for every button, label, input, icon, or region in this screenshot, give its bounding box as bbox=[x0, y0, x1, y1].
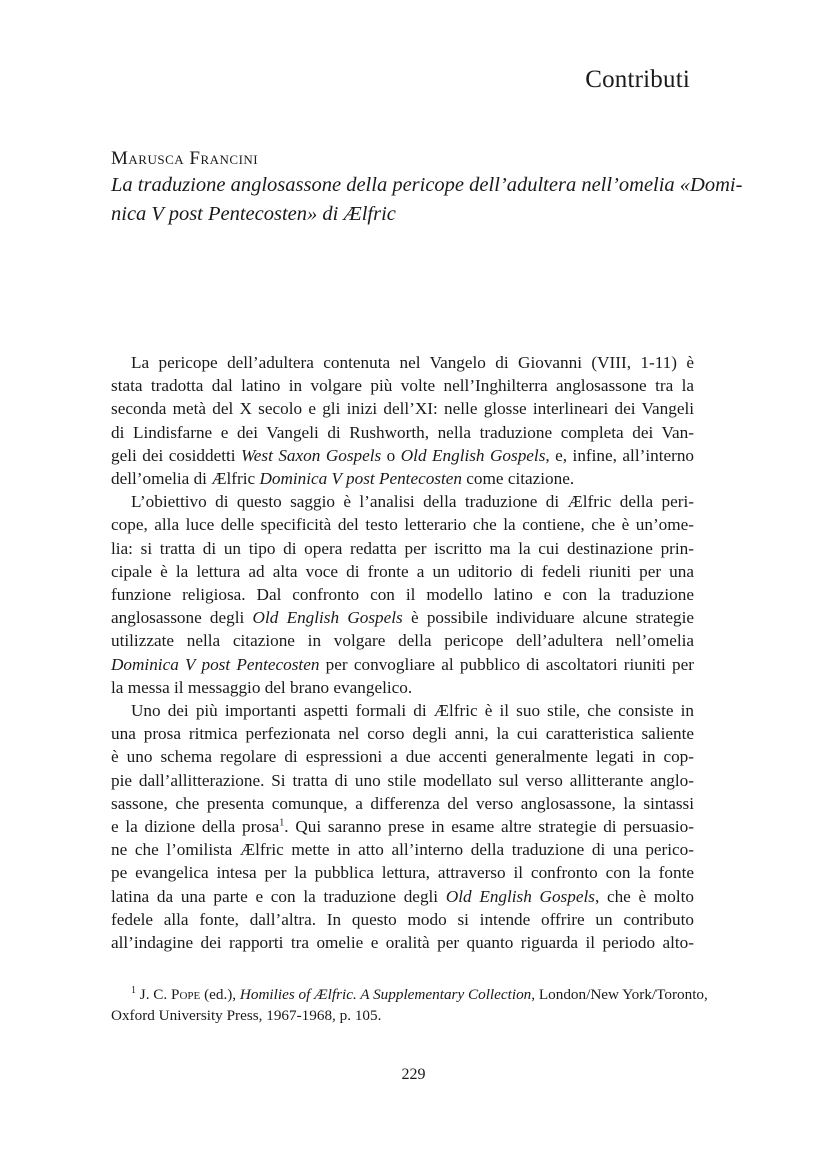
footnote-marker: 1 bbox=[131, 984, 136, 996]
body-line bbox=[111, 769, 694, 792]
text-run: funzione religiosa. Dal confronto con il modello latino e con la traduzione bbox=[111, 585, 694, 605]
text-run: (ed.), bbox=[200, 986, 240, 1003]
small-caps-text: Pope bbox=[171, 986, 201, 1003]
text-run: una prosa ritmica perfezionata nel corso degli anni, la cui caratteristica saliente bbox=[111, 724, 694, 744]
body-line bbox=[111, 722, 694, 745]
section-heading: Contributi bbox=[585, 66, 690, 93]
text-run: latina da una parte e con la traduzione degli bbox=[111, 886, 446, 906]
text-run: anglosassone degli bbox=[111, 608, 253, 628]
text-run: Uno dei più importanti aspetti formali di Ælfric è il suo stile, che consiste in bbox=[131, 701, 694, 721]
text-run: La pericope dell’adultera contenuta nel Vangelo di Giovanni (VIII, 1-11) è bbox=[131, 353, 694, 372]
footnote-marker: 1 bbox=[279, 817, 285, 829]
text-run: di Lindisfarne e dei Vangeli di Rushworth, nella traduzione completa dei Van- bbox=[111, 422, 694, 442]
text-run: J. C. bbox=[136, 986, 172, 1003]
page-number: 229 bbox=[401, 1066, 426, 1083]
article-title-line: La traduzione anglosassone della pericope dell’adultera nell’omelia «Domi- bbox=[111, 174, 743, 196]
body-line bbox=[111, 467, 694, 490]
text-run: geli dei cosiddetti bbox=[111, 445, 242, 465]
text-run: è uno schema regolare di espressioni a due accenti generalmente legati in cop- bbox=[111, 747, 694, 767]
text-run: , che è molto bbox=[594, 886, 694, 906]
body-line bbox=[111, 931, 694, 954]
body-line bbox=[111, 421, 694, 444]
text-run: pe evangelica intesa per la pubblica lettura, attraverso il confronto con la fonte bbox=[111, 863, 694, 883]
body-line bbox=[111, 490, 694, 513]
body-line bbox=[111, 629, 694, 652]
body-line bbox=[111, 606, 694, 629]
text-run: per convogliare al pubblico di ascoltatori riuniti per bbox=[319, 654, 694, 674]
body-line bbox=[111, 885, 694, 908]
text-run: cope, alla luce delle specificità del testo letterario che la contiene, che è un’ome- bbox=[111, 515, 694, 535]
text-run: fedele alla fonte, dall’altra. In questo modo si intende offrire un contributo bbox=[111, 909, 694, 929]
article-author: Marusca Francini bbox=[111, 148, 259, 169]
italic-text: Dominica V post Pentecosten bbox=[111, 654, 320, 674]
body-line bbox=[111, 513, 694, 536]
text-run: come citazione. bbox=[462, 469, 575, 489]
italic-text: Old English Gospels bbox=[252, 608, 403, 628]
text-run: , e, infine, all’interno bbox=[545, 445, 695, 465]
text-run: . Qui saranno prese in esame altre strategie di persuasio- bbox=[284, 817, 694, 837]
article-title bbox=[111, 171, 743, 229]
body-line bbox=[111, 351, 694, 374]
text-run: , London/New York/Toronto, bbox=[531, 986, 708, 1003]
body-line bbox=[111, 374, 694, 397]
text-run: o bbox=[381, 445, 401, 465]
text-run: è possibile individuare alcune strategie bbox=[402, 608, 694, 628]
text-run: dell’omelia di Ælfric bbox=[111, 469, 260, 489]
article-title-line: nica V post Pentecosten» di Ælfric bbox=[111, 203, 396, 225]
text-run: utilizzate nella citazione in volgare della pericope dell’adultera nell’omelia bbox=[111, 631, 694, 651]
italic-text: Old English Gospels bbox=[445, 886, 595, 906]
body-line bbox=[111, 745, 694, 768]
text-run: ne che l’omilista Ælfric mette in atto all’interno della traduzione di una perico- bbox=[111, 840, 694, 860]
text-run: Oxford University Press, 1967-1968, p. 105. bbox=[111, 1007, 382, 1024]
italic-text: Dominica V post Pentecosten bbox=[259, 469, 462, 489]
text-run: cipale è la lettura ad alta voce di fronte a un uditorio di fedeli riuniti per una bbox=[111, 561, 694, 581]
text-run: sassone, che presenta comunque, a differenza del verso anglosassone, la sintassi bbox=[111, 793, 694, 813]
body-line bbox=[111, 908, 694, 931]
text-run: all’indagine dei rapporti tra omelie e oralità per quanto riguarda il periodo alto- bbox=[111, 933, 694, 953]
footnote bbox=[111, 984, 708, 1026]
text-run: L’obiettivo di questo saggio è l’analisi della traduzione di Ælfric della peri- bbox=[131, 492, 694, 512]
body-line bbox=[111, 792, 694, 815]
text-run: pie dall’allitterazione. Si tratta di uno stile modellato sul verso allitterante anglo- bbox=[111, 770, 694, 790]
text-run: e la dizione della prosa bbox=[111, 817, 280, 837]
body-line bbox=[111, 444, 694, 467]
text-run: stata tradotta dal latino in volgare più volte nell’Inghilterra anglosassone tra la bbox=[111, 376, 694, 396]
body-line bbox=[111, 560, 694, 583]
italic-text: West Saxon Gospels bbox=[241, 445, 382, 465]
text-run: lia: si tratta di un tipo di opera redatta per iscritto ma la cui destinazione prin- bbox=[111, 538, 694, 558]
body-line bbox=[111, 676, 694, 699]
body-line bbox=[111, 699, 694, 722]
body-line bbox=[111, 397, 694, 420]
body-line bbox=[111, 838, 694, 861]
body-line bbox=[111, 653, 694, 676]
body-text bbox=[111, 351, 694, 954]
footnote-line bbox=[111, 984, 708, 1005]
italic-text: Homilies of Ælfric. A Supplementary Collection bbox=[239, 986, 532, 1003]
body-line bbox=[111, 815, 694, 838]
text-run: la messa il messaggio del brano evangelico. bbox=[111, 677, 413, 697]
italic-text: Old English Gospels bbox=[400, 445, 546, 465]
body-line bbox=[111, 583, 694, 606]
text-run: seconda metà del X secolo e gli inizi dell’XI: nelle glosse interlineari dei Vangeli bbox=[111, 399, 694, 419]
body-line bbox=[111, 537, 694, 560]
body-line bbox=[111, 861, 694, 884]
footnote-line bbox=[111, 1005, 694, 1026]
